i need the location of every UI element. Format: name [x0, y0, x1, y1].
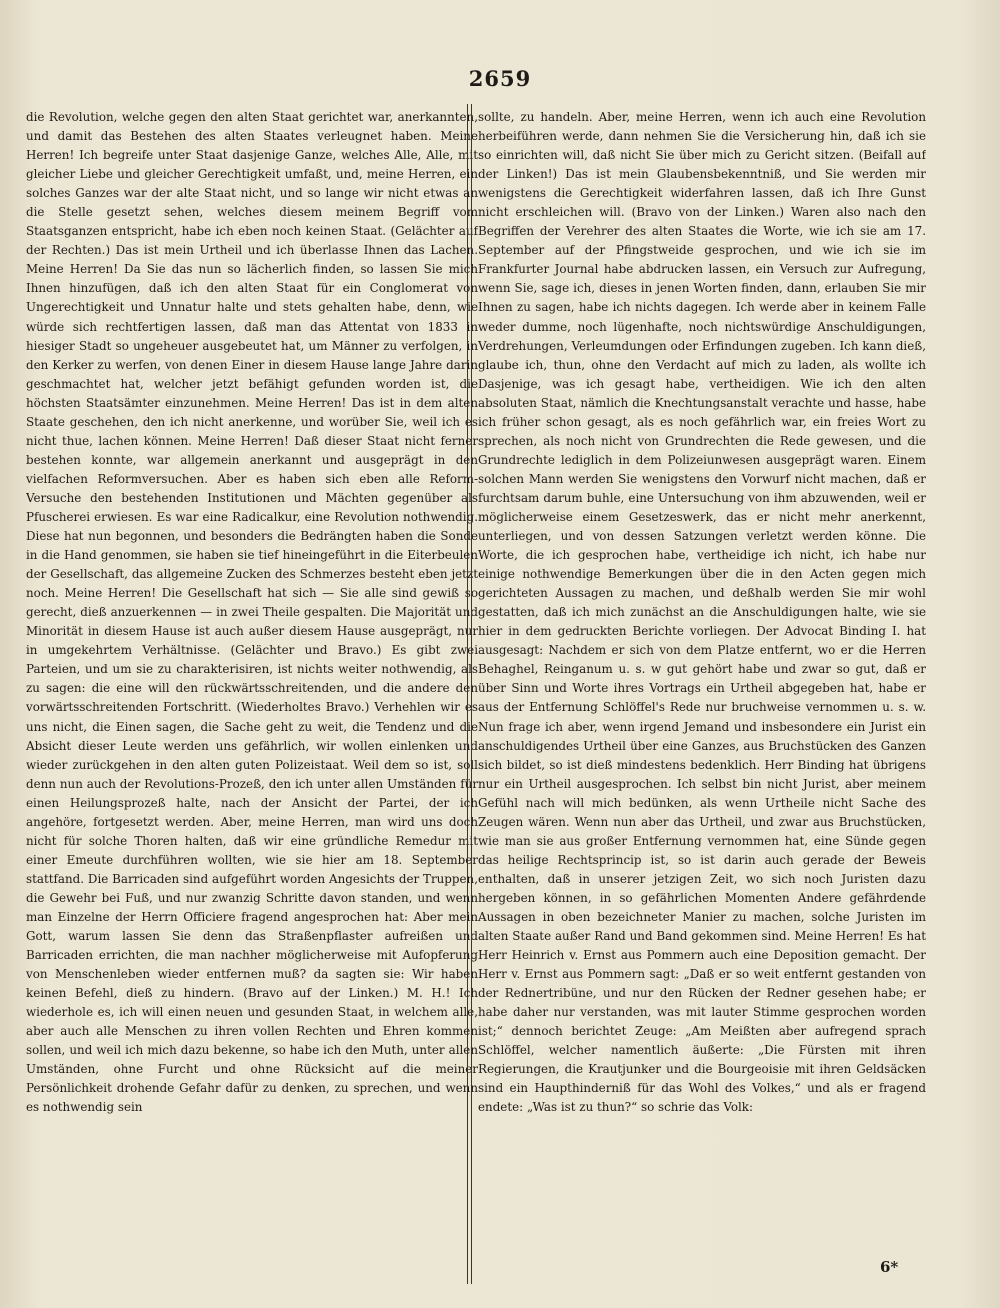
text-column-left [26, 108, 478, 1276]
sheet-signature: 6* [880, 1258, 899, 1276]
column-text-right: sollte, zu handeln. Aber, meine Herren, wenn ich auch eine Revolution herbeiführen werde, dann nehmen Sie die Versicherung hin, daß ich sie so einrichten will, daß nicht Sie über mich zu Gericht sitzen. (Beifall auf der Linken!) Das ist mein Glaubensbekenntniß, und Sie werden mir wenigstens die Gerechtigkeit widerfahren lassen, daß ich Ihre Gunst nicht erschleichen will. (Bravo von der Linken.) Waren also nach den Begriffen der Verehrer des alten Staates die Worte, wie ich sie am 17. September auf der Pfingstweide gesprochen, und wie ich sie im Frankfurter Journal habe abdrucken lassen, ein Versuch zur Aufregung, wenn Sie, sage ich, dieses in jenen Worten finden, dann, erlauben Sie mir Ihnen zu sagen, habe ich nichts dagegen. Ich werde aber in keinem Falle weder dumme, noch lügenhafte, noch nichtswürdige Anschuldigungen, Verdrehungen, Verleumdungen oder Erfindungen zugeben. Ich kann dieß, glaube ich, thun, ohne den Verdacht auf mich zu laden, als wollte ich Dasjenige, was ich gesagt habe, vertheidigen. Wie ich den alten absoluten Staat, nämlich die Knechtungsanstalt verachte und hasse, habe ich früher schon gesagt, als es noch gefährlich war, ein freies Wort zu sprechen, als noch nicht von Grundrechten die Rede gewesen, und die Grundrechte lediglich in dem Polizeiunwesen ausgeprägt waren. Einem solchen Mann werden Sie wenigstens den Vorwurf nicht machen, daß er furchtsam darum buhle, eine Untersuchung von ihm abzuwenden, weil er möglicherweise einem Gesetzeswerk, das er nicht mehr anerkennt, unterliegen, und von dessen Satzungen verletzt werden könne. Die Worte, die ich gesprochen habe, vertheidige ich nicht, ich habe nur einige nothwendige Bemerkungen über die in den Acten gegen mich gerichteten Aussagen zu machen, und deßhalb werden Sie mir wohl gestatten, daß ich mich zunächst an die Anschuldigungen halte, wie sie hier in dem gedruckten Berichte vorliegen. Der Advocat Binding I. hat ausgesagt: Nachdem er sich von dem Platze entfernt, wo er die Herren Behaghel, Reinganum u. s. w gut gehört habe und zwar so gut, daß er über Sinn und Worte ihres Vortrags ein Urtheil abgegeben hat, habe er aus der Entfernung Schlöffel's Rede nur bruchweise vernommen u. s. w. Nun frage ich aber, wenn irgend Jemand und insbesondere ein Jurist ein anschuldigendes Urtheil über eine Ganzes, aus Bruchstücken des Ganzen sich bildet, so ist dieß mindestens bedenklich. Herr Binding hat übrigens nur ein Urtheil ausgesprochen. Ich selbst bin nicht Jurist, aber meinem Gefühl nach will mich bedünken, als wenn Urtheile nicht Sache des Zeugen wären. Wenn nun aber das Urtheil, und zwar aus Bruchstücken, wie man sie aus großer Entfernung vernommen hat, eine Sünde gegen das heilige Rechtsprincip ist, so ist darin auch gerade der Beweis enthalten, daß in unserer jetzigen Zeit, wo sich noch Juristen dazu hergeben können, in so gefährlichen Momenten Andere gefährdende Aussagen in oben bezeichneter Manier zu machen, solche Juristen im alten Staate außer Rand und Band gekommen sind. Meine Herren! Es hat Herr Heinrich v. Ernst aus Pommern auch eine Deposition gemacht. Der Herr v. Ernst aus Pommern sagt: „Daß er so weit entfernt gestanden von der Rednertribüne, und nur den Rücken der Redner gesehen habe; er habe daher nur verstanden, was mit lauter Stimme gesprochen worden ist;“ dennoch berichtet Zeuge: „Am Meißten aber aufregend sprach Schlöffel, welcher namentlich äußerte: „Die Fürsten mit ihren Regierungen, die Krautjunker und die Bourgeoisie mit ihren Geldsäcken sind ein Haupthinderniß für das Wohl des Volkes,“ und als er fragend endete: „Was ist zu thun?“ so schrie das Volk: [478, 110, 926, 1115]
text-column-right [478, 108, 926, 1276]
page-number: 2659 [468, 66, 532, 91]
column-divider [467, 104, 472, 1284]
column-text-left: die Revolution, welche gegen den alten Staat gerichtet war, anerkannten, und damit das Bestehen des alten Staates verleugnet haben. Meine Herren! Ich begreife unter Staat dasjenige Ganze, welches Alle, Alle, mit gleicher Liebe und gleicher Gerechtigkeit umfaßt, und, meine Herren, ein solches Ganzes war der alte Staat nicht, und so lange wir nicht etwas an die Stelle gesetzt sehen, welches diesem meinem Begriff vom Staatsganzen entspricht, habe ich eben noch keinen Staat. (Gelächter auf der Rechten.) Das ist mein Urtheil und ich überlasse Ihnen das Lachen. Meine Herren! Da Sie das nun so lächerlich finden, so lassen Sie mich Ihnen hinzufügen, daß ich den alten Staat für ein Conglomerat von Ungerechtigkeit und Unnatur halte und stets gehalten habe, denn, wie würde sich rechtfertigen lassen, daß man das Attentat von 1833 in hiesiger Stadt so ungeheuer ausgebeutet hat, um Männer zu verfolgen, in den Kerker zu werfen, von denen Einer in diesem Hause lange Jahre darin geschmachtet hat, welcher jetzt befähigt gefunden worden ist, die höchsten Staatsämter einzunehmen. Meine Herren! Das ist in dem alten Staate geschehen, den ich nicht anerkenne, und worüber Sie, weil ich es nicht thue, lachen können. Meine Herren! Daß dieser Staat nicht ferner bestehen konnte, war allgemein anerkannt und ausgeprägt in den vielfachen Reformversuchen. Aber es haben sich eben alle Reform-Versuche den bestehenden Institutionen und Mächten gegenüber als Pfuscherei erwiesen. Es war eine Radicalkur, eine Revolution nothwendig. Diese hat nun begonnen, und besonders die Bedrängten haben die Sonde in die Hand genommen, sie haben sie tief hineingeführt in die Eiterbeulen der Gesellschaft, das allgemeine Zucken des Schmerzes besteht eben jetzt noch. Meine Herren! Die Gesellschaft hat sich — Sie alle sind gewiß so gerecht, dieß anzuerkennen — in zwei Theile gespalten. Die Majorität und Minorität in diesem Hause ist auch außer diesem Hause ausgeprägt, nur in umgekehrtem Verhältnisse. (Gelächter und Bravo.) Es gibt zwei Parteien, und um sie zu charakterisiren, ist nichts weiter nothwendig, als zu sagen: die eine will den rückwärtsschreitenden, und die andere den vorwärtsschreitenden Fortschritt. (Wiederholtes Bravo.) Verhehlen wir es uns nicht, die Einen sagen, die Sache geht zu weit, die Tendenz und die Absicht dieser Leute werden uns gefährlich, wir wollen einlenken und wieder zurückgehen in den alten guten Polizeistaat. Weil dem so ist, soll denn nun auch der Revolutions-Prozeß, den ich unter allen Umständen für einen Heilungsprozeß halte, nach der Ansicht der Partei, der ich angehöre, fortgesetzt werden. Aber, meine Herren, man wird uns doch nicht für solche Thoren halten, daß wir eine gründliche Remedur mit einer Emeute durchführen wollten, wie sie hier am 18. September stattfand. Die Barricaden sind aufgeführt worden Angesichts der Truppen, die Gewehr bei Fuß, und nur zwanzig Schritte davon standen, und wenn man Einzelne der Herrn Officiere fragend angesprochen hat: Aber mein Gott, warum lassen Sie denn das Straßenpflaster aufreißen und Barricaden errichten, die man nachher möglicherweise mit Aufopferung von Menschenleben wieder entfernen muß? da sagten sie: Wir haben keinen Befehl, dieß zu hindern. (Bravo auf der Linken.) M. H.! Ich wiederhole es, ich will einen neuen und gesunden Staat, in welchem alle, aber auch alle Menschen zu ihren vollen Rechten und Ehren kommen sollen, und weil ich mich dazu bekenne, so habe ich den Muth, unter allen Umständen, ohne Furcht und ohne Rücksicht auf die meiner Persönlichkeit drohende Gefahr dafür zu denken, zu sprechen, und wenn es nothwendig sein [26, 110, 478, 1115]
